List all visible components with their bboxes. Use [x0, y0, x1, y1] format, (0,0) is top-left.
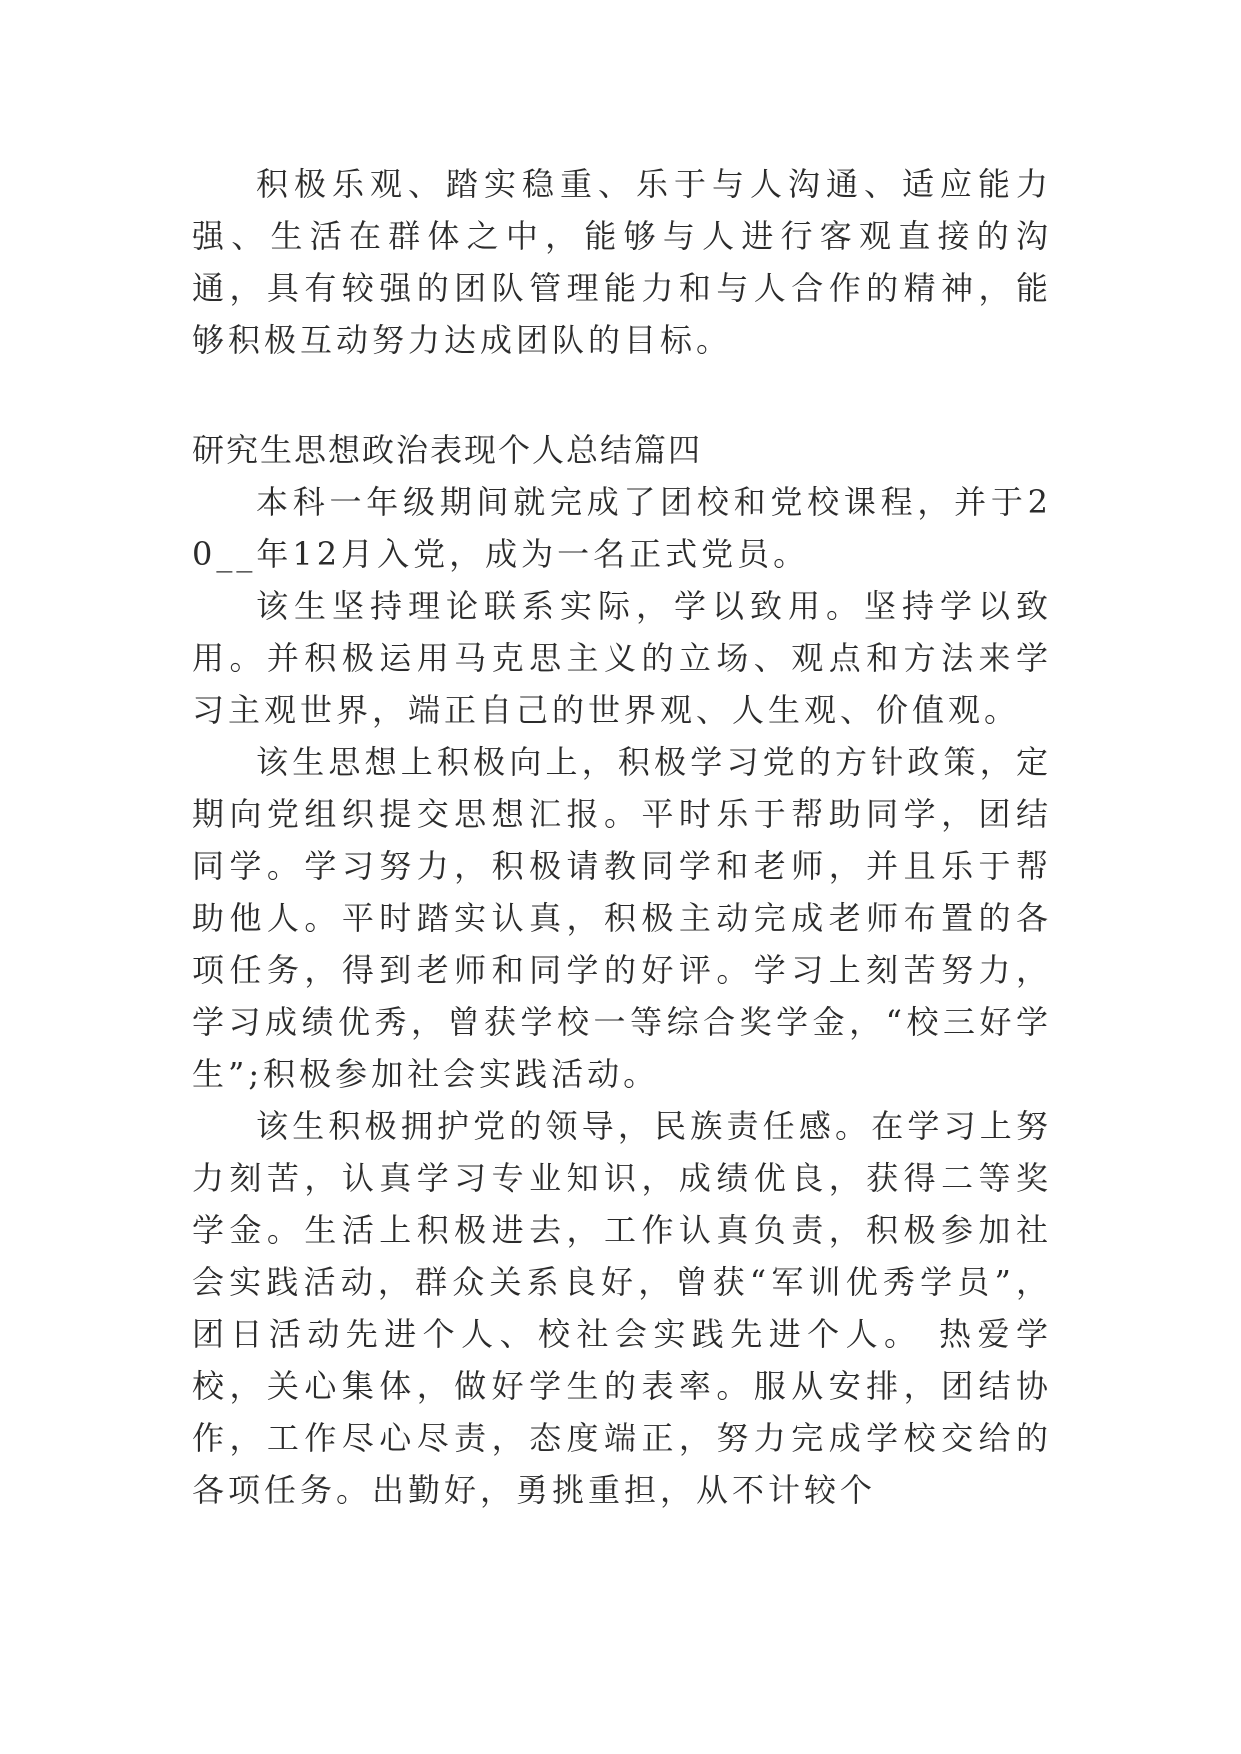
paragraph-ideology-study: 该生思想上积极向上，积极学习党的方针政策，定期向党组织提交思想汇报。平时乐于帮助同学，团结同学。学习努力，积极请教同学和老师，并且乐于帮助他人。平时踏实认真，积极主动完成老师布置的各项任务，得到老师和同学的好评。学习上刻苦努力，学习成绩优秀，曾获学校一等综合奖学金，“校三好学生”;积极参加社会实践活动。: [192, 743, 1052, 1093]
paragraph-theory-practice: 该生坚持理论联系实际，学以致用。坚持学以致用。并积极运用马克思主义的立场、观点和方法来学习主观世界，端正自己的世界观、人生观、价值观。: [192, 587, 1052, 729]
document-body: [192, 158, 1052, 1516]
intro-paragraph: 积极乐观、踏实稳重、乐于与人沟通、适应能力强、生活在群体之中，能够与人进行客观直接的沟通，具有较强的团队管理能力和与人合作的精神，能够积极互动努力达成团队的目标。: [192, 165, 1052, 359]
paragraph-leadership-work: 该生积极拥护党的领导，民族责任感。在学习上努力刻苦，认真学习专业知识，成绩优良，获得二等奖学金。生活上积极进去，工作认真负责，积极参加社会实践活动，群众关系良好，曾获“军训优秀学员”，团日活动先进个人、校社会实践先进个人。 热爱学校，关心集体，做好学生的表率。服从安排，团结协作，工作尽心尽责，态度端正，努力完成学校交给的各项任务。出勤好，勇挑重担，从不计较个: [192, 1107, 1052, 1509]
paragraph-party-membership: 本科一年级期间就完成了团校和党校课程，并于20__年12月入党，成为一名正式党员。: [192, 483, 1052, 573]
section-heading: 研究生思想政治表现个人总结篇四: [192, 431, 703, 469]
